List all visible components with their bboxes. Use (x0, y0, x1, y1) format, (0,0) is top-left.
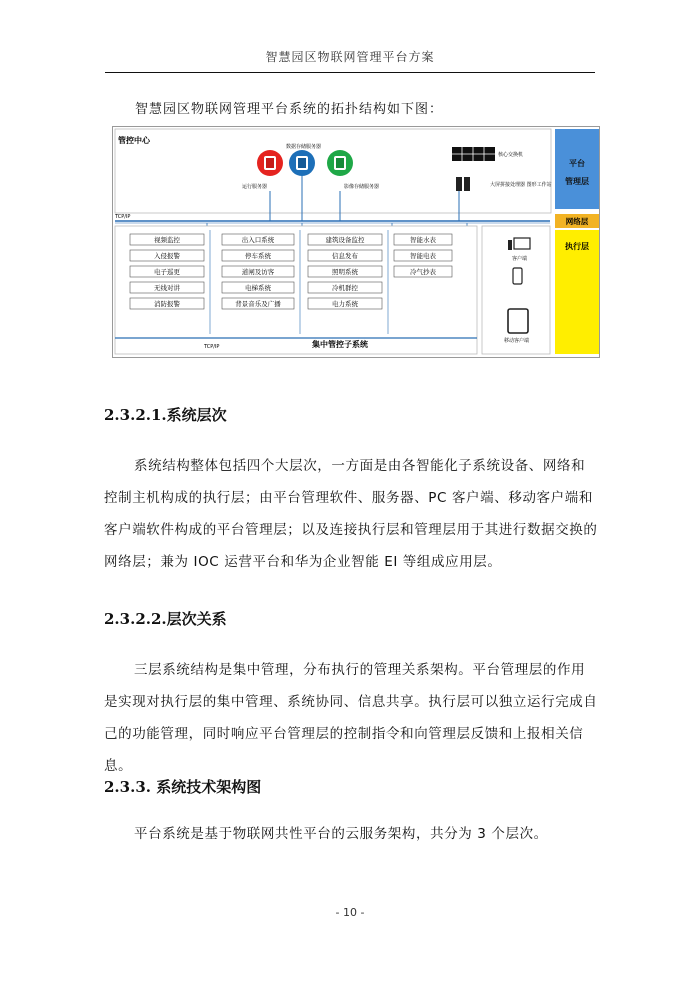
header-rule (105, 72, 595, 73)
subsystem-item: 智能水表 (410, 236, 436, 244)
section-paragraph (104, 450, 599, 578)
paragraph-text: 系统结构整体包括四个大层次，一方面是由各智能化子系统设备、网络和控制主机构成的执行层；由平台管理软件、服务器、PC 客户端、移动客户端和客户端软件构成的平台管理层；以及连接执行层和管理层用于其进行数据交换的网络层；兼为 IOC 运营平台和华为企业智能 EI 等组成应用层。 (104, 458, 598, 570)
running-header: 智慧园区物联网管理平台方案 (265, 50, 435, 64)
subsystem-item: 信息发布 (332, 252, 358, 260)
execution-layer-label: 执行层 (565, 242, 589, 251)
subsystem-item: 入侵报警 (154, 252, 180, 260)
intro-text: 智慧园区物联网管理平台系统的拓扑结构如下图： (135, 102, 444, 117)
subsystem-col-2 (222, 234, 294, 309)
svg-text:平台: 平台 (569, 159, 585, 168)
video-server-icon (327, 150, 353, 176)
subsystem-item: 建筑设备监控 (325, 236, 365, 244)
subsystem-item: 智能电表 (410, 252, 436, 260)
platform-layer-bar (555, 129, 599, 209)
subsystem-col-3 (308, 234, 382, 309)
topology-diagram (112, 126, 600, 358)
subsystem-item: 冷气抄表 (410, 268, 436, 276)
section-heading: 2.3.2.2.层次关系 (104, 610, 227, 628)
workstation-label: 大屏拼接处理器 图形工作站 (490, 182, 552, 188)
video-wall-icon (452, 147, 495, 161)
tablet-icon (508, 309, 528, 333)
svg-text:管理层: 管理层 (565, 177, 589, 186)
db-server-icon (289, 150, 315, 176)
subsystem-item: 背景音乐及广播 (235, 300, 281, 308)
paragraph-text: 平台系统是基于物联网共性平台的云服务架构，共分为 3 个层次。 (134, 826, 548, 842)
app-server-label: 运行服务器 (242, 184, 268, 190)
subsystem-col-4 (394, 234, 452, 277)
network-layer-label: 网络层 (565, 217, 589, 226)
tcpip-top-label: TCP/IP (115, 214, 131, 220)
video-server-label: 影像存储服务器 (344, 184, 380, 190)
subsystem-item: 冷机群控 (332, 284, 358, 292)
section-heading: 2.3.3. 系统技术架构图 (104, 778, 262, 796)
subsystem-item: 电梯系统 (245, 284, 271, 292)
subsystem-item: 消防报警 (154, 300, 180, 308)
phone-icon (513, 268, 522, 284)
subsystem-item: 电力系统 (332, 300, 358, 308)
subsystem-col-1 (130, 234, 204, 309)
tcpip-bottom-label: TCP/IP (204, 344, 220, 350)
page-number: - 10 - (335, 906, 365, 919)
paragraph-text: 三层系统结构是集中管理，分布执行的管理关系架构。平台管理层的作用是实现对执行层的集中管理、系统协同、信息共享。执行层可以独立运行完成自己的功能管理，同时响应平台管理层的控制指令和向管理层反馈和上报相关信息。 (104, 662, 598, 774)
mobile-client-label: 移动客户端 (504, 338, 530, 344)
control-center-label: 管控中心 (118, 136, 150, 145)
subsystem-item: 电子巡更 (154, 268, 180, 276)
subsystem-item: 停车系统 (245, 252, 271, 260)
subsystem-item: 照明系统 (332, 268, 358, 276)
subsystem-item: 视频监控 (154, 236, 180, 244)
switch-label: 核心交换机 (498, 152, 524, 158)
app-server-icon (257, 150, 283, 176)
subsystem-title: 集中管控子系统 (312, 340, 368, 349)
section-paragraph (104, 654, 599, 782)
subsystem-item: 无线对讲 (154, 284, 180, 292)
section-paragraph (104, 818, 599, 850)
subsystem-item: 出入口系统 (241, 236, 275, 244)
db-server-label: 数据存储服务器 (286, 144, 322, 150)
section-heading: 2.3.2.1.系统层次 (104, 406, 227, 424)
subsystem-item: 道闸及访客 (241, 268, 275, 276)
client-label: 客户端 (512, 256, 528, 262)
